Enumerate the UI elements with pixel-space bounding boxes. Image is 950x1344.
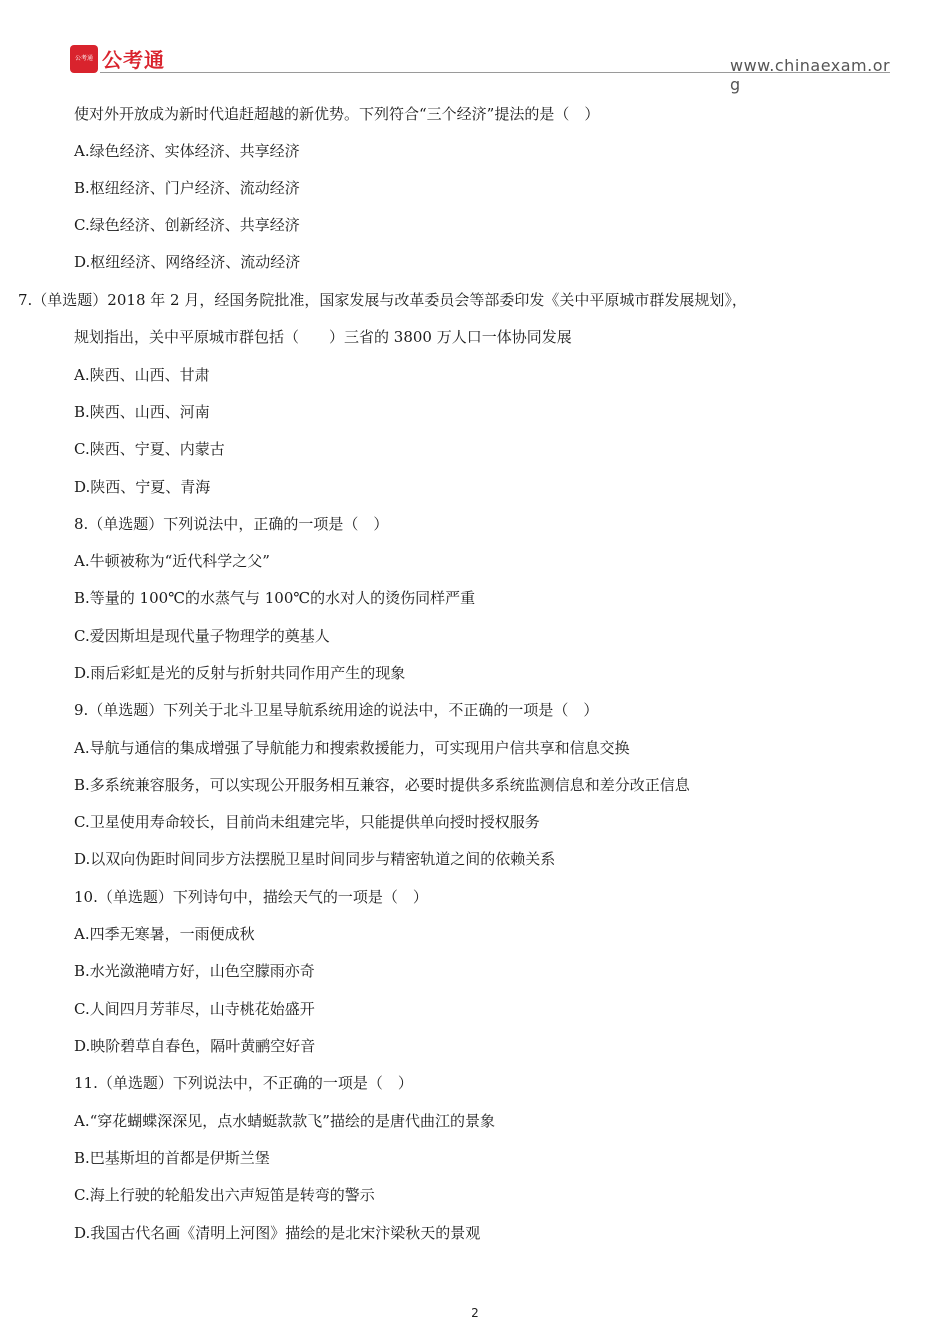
q7-option-a: A.陕西、山西、甘肃: [74, 366, 210, 384]
question-10-stem: 10.（单选题）下列诗句中，描绘天气的一项是（ ）: [74, 888, 428, 906]
q8-option-a: A.牛顿被称为“近代科学之父”: [74, 552, 270, 570]
q8-option-b: B.等量的 100℃的水蒸气与 100℃的水对人的烫伤同样严重: [74, 589, 476, 607]
page-number: 2: [471, 1306, 479, 1320]
q6-option-c: C.绿色经济、创新经济、共享经济: [74, 216, 300, 234]
q10-option-a: A.四季无寒暑，一雨便成秋: [74, 925, 255, 943]
q7-option-c: C.陕西、宁夏、内蒙古: [74, 440, 225, 458]
q10-option-d: D.映阶碧草自春色，隔叶黄鹂空好音: [74, 1037, 316, 1055]
page-header: [70, 44, 890, 94]
q9-option-d: D.以双向伪距时间同步方法摆脱卫星时间同步与精密轨道之间的依赖关系: [74, 850, 556, 868]
question-6-stem-continued: 使对外开放成为新时代追赶超越的新优势。下列符合“三个经济”提法的是（ ）: [74, 105, 600, 123]
logo-wordmark: 公考通: [102, 48, 165, 72]
q8-option-c: C.爱因斯坦是现代量子物理学的奠基人: [74, 627, 330, 645]
question-9-stem: 9.（单选题）下列关于北斗卫星导航系统用途的说法中，不正确的一项是（ ）: [74, 701, 599, 719]
q6-option-b: B.枢纽经济、门户经济、流动经济: [74, 179, 300, 197]
q9-option-a: A.导航与通信的集成增强了导航能力和搜索救援能力，可实现用户信共享和信息交换: [74, 739, 630, 757]
q11-option-a: A.“穿花蝴蝶深深见，点水蜻蜓款款飞”描绘的是唐代曲江的景象: [74, 1112, 495, 1130]
q9-option-b: B.多系统兼容服务，可以实现公开服务相互兼容，必要时提供多系统监测信息和差分改正信息: [74, 776, 690, 794]
question-7-stem: 7.（单选题）2018 年 2 月，经国务院批准，国家发展与改革委员会等部委印发《关中平原城市群发展规划》，: [18, 291, 747, 309]
logo-badge-icon: 公考通: [70, 45, 98, 73]
q8-option-d: D.雨后彩虹是光的反射与折射共同作用产生的现象: [74, 664, 406, 682]
q9-option-c: C.卫星使用寿命较长，目前尚未组建完毕，只能提供单向授时授权服务: [74, 813, 540, 831]
q10-option-b: B.水光潋滟晴方好，山色空朦雨亦奇: [74, 962, 315, 980]
brand-logo[interactable]: [70, 44, 165, 73]
q7-option-b: B.陕西、山西、河南: [74, 403, 210, 421]
q7-option-d: D.陕西、宁夏、青海: [74, 478, 211, 496]
q6-option-a: A.绿色经济、实体经济、共享经济: [74, 142, 300, 160]
question-8-stem: 8.（单选题）下列说法中，正确的一项是（ ）: [74, 515, 389, 533]
q6-option-d: D.枢纽经济、网络经济、流动经济: [74, 253, 301, 271]
site-url[interactable]: www.chinaexam.org: [730, 56, 891, 94]
question-7-stem-continued: 规划指出，关中平原城市群包括（ ）三省的 3800 万人口一体协同发展: [74, 328, 572, 346]
q11-option-d: D.我国古代名画《清明上河图》描绘的是北宋汴梁秋天的景观: [74, 1224, 481, 1242]
q10-option-c: C.人间四月芳菲尽，山寺桃花始盛开: [74, 1000, 315, 1018]
question-11-stem: 11.（单选题）下列说法中，不正确的一项是（ ）: [74, 1074, 413, 1092]
q11-option-c: C.海上行驶的轮船发出六声短笛是转弯的警示: [74, 1186, 375, 1204]
q11-option-b: B.巴基斯坦的首都是伊斯兰堡: [74, 1149, 270, 1167]
